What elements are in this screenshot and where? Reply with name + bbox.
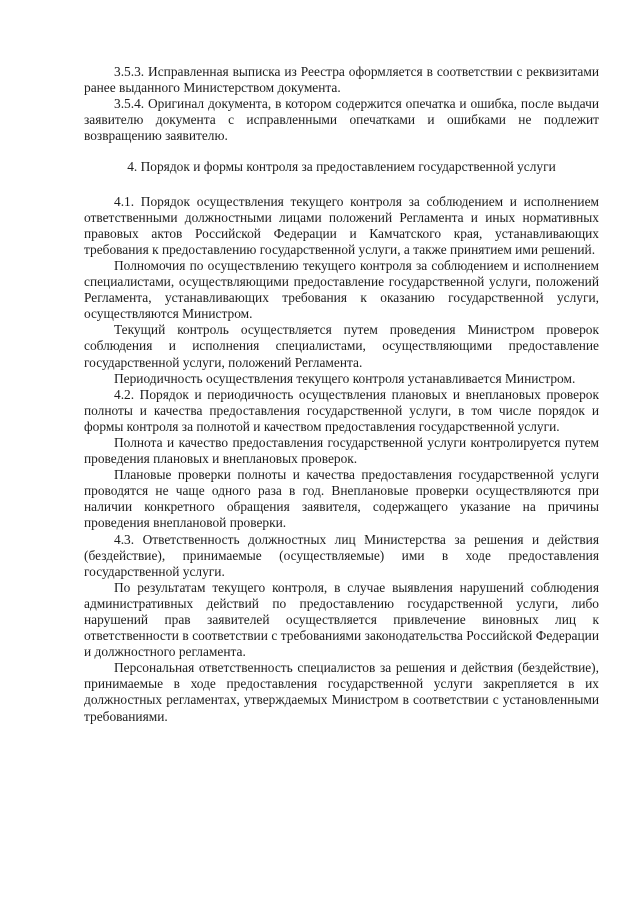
paragraph-4-3: 4.3. Ответственность должностных лиц Министерства за решения и действия (бездействие), принимаемые (осуществляемые) ими в ходе предоставления государственной услуги. [84,531,599,579]
section-heading: 4. Порядок и формы контроля за предоставлением государственной услуги [127,159,556,175]
paragraph-current-control: Текущий контроль осуществляется путем проведения Министром проверок соблюдения и исполнения специалистами, осуществляющими предоставление государственной услуги, положений Регламента. [84,322,599,370]
paragraph-3-5-3: 3.5.3. Исправленная выписка из Реестра оформляется в соответствии с реквизитами ранее выданного Министерством документа. [84,64,599,96]
paragraph-completeness: Полнота и качество предоставления государственной услуги контролируется путем проведения плановых и внеплановых проверок. [84,434,599,467]
paragraph-results: По результатам текущего контроля, в случае выявления нарушений соблюдения административных действий по предоставлению государственной услуги, либо нарушений прав заявителей осуществляется привлечение виновных лиц к ответственности в соответствии с требованиями законодательства Российской Федерации и должностного регламента. [84,579,599,660]
paragraph-4-2: 4.2. Порядок и периодичность осуществления плановых и внеплановых проверок полноты и качества предоставления государственной услуги, в том числе порядок и формы контроля за полнотой и качеством предоставления государственной услуги. [84,386,599,434]
paragraph-powers: Полномочия по осуществлению текущего контроля за соблюдением и исполнением специалистами, осуществляющими предоставление государственной услуги, положений Регламента, устанавливающих требования к оказанию государственной услуги, осуществляются Министром. [84,257,599,322]
paragraph-personal-responsibility: Персональная ответственность специалистов за решения и действия (бездействие), принимаемые в ходе предоставления государственной услуги закрепляется в их должностных регламентах, утверждаемых Министром в соответствии с установленными требованиями. [84,660,599,724]
document-page [84,64,599,725]
paragraph-planned-checks: Плановые проверки полноты и качества предоставления государственной услуги проводятся не чаще одного раза в год. Внеплановые проверки осуществляются при наличии конкретного обращения заявителя, содержащего указание на причины проведения внеплановой проверки. [84,467,599,531]
paragraph-3-5-4: 3.5.4. Оригинал документа, в котором содержится опечатка и ошибка, после выдачи заявителю документа с исправленными опечатками и ошибками не подлежит возвращению заявителю. [84,96,599,144]
paragraph-4-1: 4.1. Порядок осуществления текущего контроля за соблюдением и исполнением ответственными должностными лицами положений Регламента и иных нормативных правовых актов Российской Федерации и Камчатского края, устанавливающих требования к предоставлению государственной услуги, а также принятием ими решений. [84,193,599,257]
paragraph-periodicity: Периодичность осуществления текущего контроля устанавливается Министром. [114,370,576,386]
